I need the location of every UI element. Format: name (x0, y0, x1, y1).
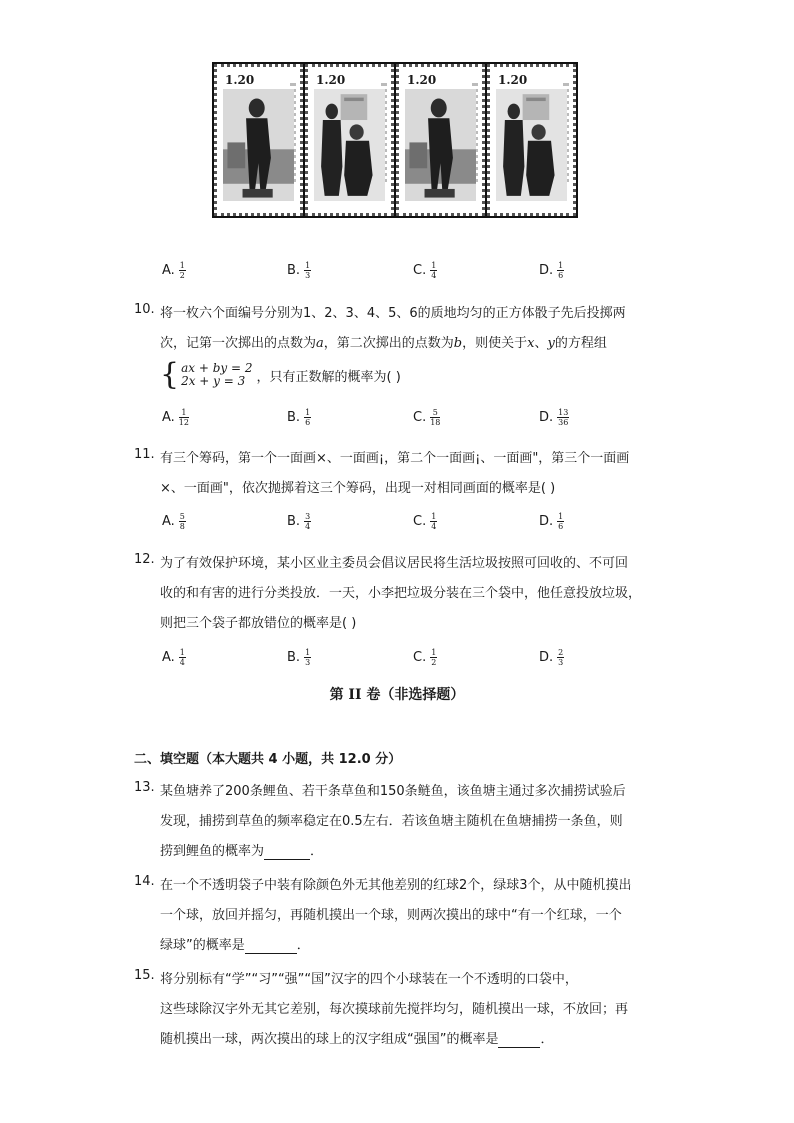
text-part: 、 (534, 336, 548, 351)
option-fraction (557, 648, 564, 667)
text-part: 捞到鲤鱼的概率为 (160, 844, 265, 859)
left-brace: { (160, 357, 180, 392)
fraction-numerator: 2 (558, 648, 564, 657)
equations (181, 362, 252, 388)
q12-option-a (162, 648, 186, 667)
stamp-sheet-image (212, 62, 578, 218)
fraction-numerator: 1 (558, 512, 564, 521)
question-text: 将分别标有“学”“习”“强”“国”汉字的四个小球装在一个不透明的口袋中， (160, 972, 578, 987)
option-fraction (179, 261, 186, 280)
option-fraction (430, 648, 437, 667)
answer-blank[interactable] (245, 938, 297, 954)
text-part: 随机摸出一球，两次摸出的球上的汉字组成“强国”的概率是 (160, 1032, 499, 1047)
fraction-numerator: 1 (431, 648, 437, 657)
question-number: 14. (134, 874, 155, 889)
question-text: 发现，捕捞到草鱼的频率稳定在0.5左右．若该鱼塘主随机在鱼塘捕捞一条鱼，则 (160, 814, 623, 829)
q9-option-d (539, 261, 564, 280)
question-text: 一个球，放回并摇匀，再随机摸出一个球，则两次摸出的球中“有一个红球，一个 (160, 908, 622, 923)
option-letter: D. (539, 514, 554, 529)
option-fraction (304, 408, 311, 427)
section-heading: 二、填空题（本大题共 4 小题，共 12.0 分） (134, 752, 402, 767)
option-letter: C. (413, 650, 427, 665)
question-number: 10. (134, 302, 155, 317)
fraction-denominator: 3 (305, 271, 311, 280)
question-text (160, 332, 607, 351)
stamp-denomination: 1.20 (407, 73, 437, 87)
q10-option-b (287, 408, 311, 427)
question-text: ，只有正数解的概率为( ) (256, 369, 401, 385)
question-text: 将一枚六个面编号分别为1、2、3、4、5、6的质地均匀的正方体骰子先后投掷两 (160, 306, 626, 321)
variable: b (453, 336, 463, 351)
question-text (160, 1028, 554, 1048)
fraction-denominator: 6 (305, 418, 311, 427)
answer-blank[interactable] (264, 844, 310, 860)
option-letter: A. (162, 514, 175, 529)
option-fraction (179, 408, 189, 427)
q10-option-c (413, 408, 440, 427)
option-letter: D. (539, 263, 554, 278)
fraction-numerator: 3 (305, 512, 311, 521)
standing-statue-picture (223, 89, 294, 201)
variable: y (547, 336, 555, 351)
fraction-numerator: 1 (305, 408, 311, 417)
fraction-numerator: 1 (179, 261, 185, 270)
option-letter: B. (287, 650, 301, 665)
fraction-denominator: 36 (558, 418, 569, 427)
text-part: ． (310, 844, 324, 859)
option-letter: D. (539, 650, 554, 665)
fraction-denominator: 3 (558, 658, 564, 667)
fraction-denominator: 4 (305, 522, 311, 531)
option-letter: D. (539, 410, 554, 425)
option-letter: B. (287, 410, 301, 425)
stamp-two-figures-statue (305, 64, 394, 216)
question-text: 为了有效保护环境，某小区业主委员会倡议居民将生活垃圾按照可回收的、不可回 (160, 556, 629, 571)
fraction-denominator: 12 (178, 418, 189, 427)
stamp-denomination: 1.20 (498, 73, 528, 87)
stamp-two-figures-statue (487, 64, 576, 216)
fraction-denominator: 2 (431, 658, 437, 667)
q12-option-c (413, 648, 437, 667)
equation-1: ax + by = 2 (181, 361, 253, 375)
fraction-denominator: 18 (430, 418, 441, 427)
option-fraction (304, 648, 311, 667)
fraction-numerator: 1 (558, 261, 564, 270)
option-fraction (430, 408, 440, 427)
variable: a (316, 336, 324, 351)
fraction-denominator: 3 (305, 658, 311, 667)
fraction-numerator: 1 (181, 408, 187, 417)
option-fraction (557, 261, 564, 280)
fraction-denominator: 4 (431, 271, 437, 280)
question-text: ×、一面画"，依次抛掷着这三个筹码，出现一对相同画面的概率是( ) (160, 481, 556, 496)
text-part: ，第二次掷出的点数为 (323, 336, 454, 351)
text-part: 次，记第一次掷出的点数为 (160, 336, 317, 351)
question-text (160, 840, 323, 860)
question-number: 13. (134, 780, 155, 795)
option-letter: C. (413, 514, 427, 529)
fraction-numerator: 13 (558, 408, 569, 417)
q10-option-d (539, 408, 569, 427)
text-part: ． (296, 938, 310, 953)
q9-option-a (162, 261, 186, 280)
option-fraction (557, 512, 564, 531)
stamp-denomination: 1.20 (316, 73, 346, 87)
option-letter: B. (287, 514, 301, 529)
part-title: 第 II 卷（非选择题） (329, 687, 465, 703)
text-part: 绿球”的概率是 (160, 938, 245, 953)
question-text: 在一个不透明袋子中装有除颜色外无其他差别的红球2个，绿球3个，从中随机摸出 (160, 878, 632, 893)
equation-system (160, 357, 401, 392)
text-part: ，则使关于 (462, 336, 528, 351)
fraction-denominator: 8 (179, 522, 185, 531)
q12-option-b (287, 648, 311, 667)
stamp-standing-statue (396, 64, 485, 216)
fraction-numerator: 1 (305, 648, 311, 657)
text-part: 的方程组 (554, 336, 607, 351)
fraction-numerator: 1 (431, 512, 437, 521)
q10-option-a (162, 408, 189, 427)
fraction-numerator: 1 (431, 261, 437, 270)
option-fraction (304, 512, 311, 531)
option-letter: A. (162, 410, 175, 425)
fraction-denominator: 6 (558, 271, 564, 280)
fraction-denominator: 4 (179, 658, 185, 667)
question-number: 11. (134, 447, 155, 462)
fraction-numerator: 5 (179, 512, 185, 521)
question-text (160, 934, 310, 954)
option-fraction (430, 512, 437, 531)
option-fraction (179, 648, 186, 667)
fraction-numerator: 1 (305, 261, 311, 270)
option-letter: A. (162, 650, 175, 665)
fraction-denominator: 6 (558, 522, 564, 531)
question-text: 收的和有害的进行分类投放．一天，小李把垃圾分装在三个袋中，他任意投放垃圾， (160, 586, 642, 601)
question-number: 12. (134, 552, 155, 567)
fraction-denominator: 2 (179, 271, 185, 280)
text-part: ． (540, 1032, 554, 1047)
equation-2: 2x + y = 3 (181, 374, 246, 388)
q11-option-c (413, 512, 437, 531)
question-text: 则把三个袋子都放错位的概率是( ) (160, 616, 357, 631)
question-text: 有三个筹码，第一个一面画×、一面画¡，第二个一面画¡、一面画"，第三个一面画 (160, 451, 630, 466)
fraction-numerator: 1 (179, 648, 185, 657)
stamp-denomination: 1.20 (225, 73, 255, 87)
q11-option-a (162, 512, 186, 531)
option-fraction (557, 408, 569, 427)
standing-statue-picture (405, 89, 476, 201)
two-figures-statue-picture (314, 89, 385, 201)
stamp-standing-statue (214, 64, 303, 216)
question-text: 这些球除汉字外无其它差别，每次摸球前先搅拌均匀，随机摸出一球，不放回；再 (160, 1002, 629, 1017)
answer-blank[interactable] (498, 1032, 540, 1048)
question-text: 某鱼塘养了200条鲤鱼、若干条草鱼和150条鲢鱼，该鱼塘主通过多次捕捞试验后 (160, 784, 626, 799)
q12-option-d (539, 648, 564, 667)
option-fraction (430, 261, 437, 280)
option-letter: C. (413, 410, 427, 425)
fraction-numerator: 5 (432, 408, 438, 417)
q9-option-c (413, 261, 437, 280)
fraction-denominator: 4 (431, 522, 437, 531)
q11-option-d (539, 512, 564, 531)
option-letter: B. (287, 263, 301, 278)
option-letter: C. (413, 263, 427, 278)
option-fraction (179, 512, 186, 531)
question-number: 15. (134, 968, 155, 983)
q9-option-b (287, 261, 311, 280)
option-letter: A. (162, 263, 175, 278)
variable: x (527, 336, 535, 351)
two-figures-statue-picture (496, 89, 567, 201)
option-fraction (304, 261, 311, 280)
q11-option-b (287, 512, 311, 531)
